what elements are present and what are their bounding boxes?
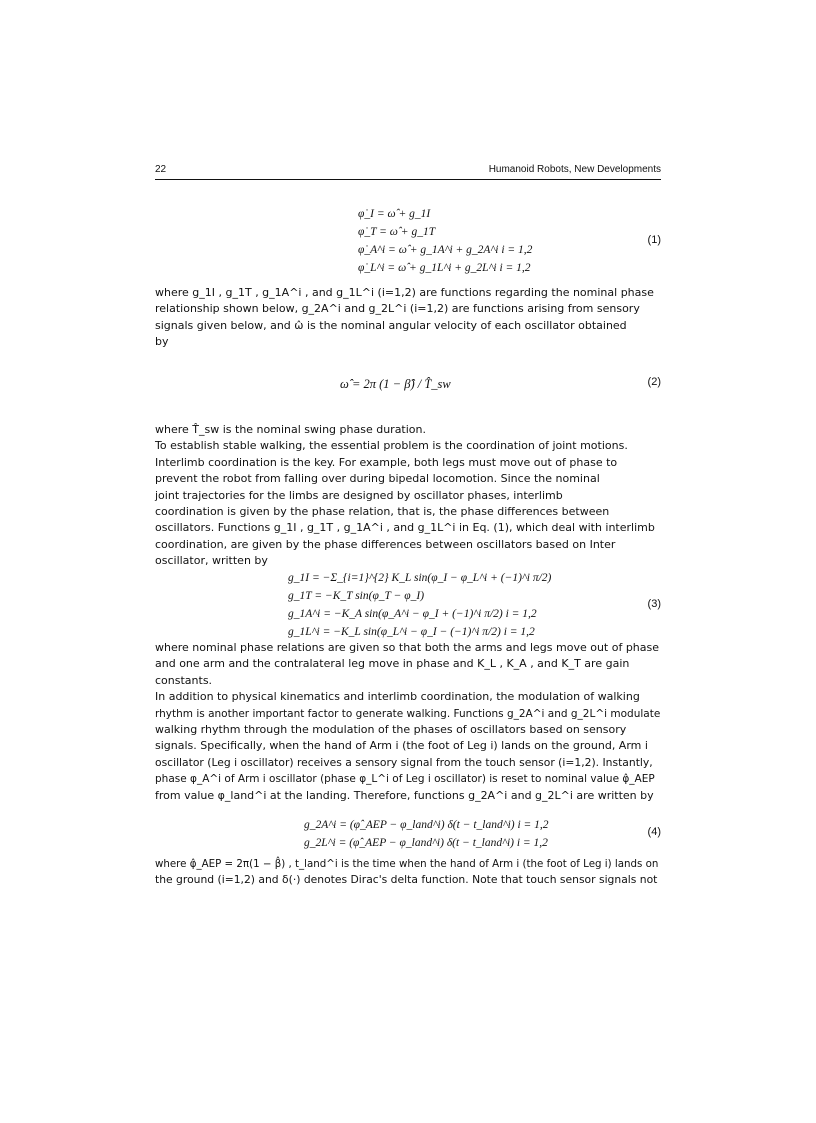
text-line: constants. xyxy=(155,673,213,687)
equation-line: g_1A^i = −K_A sin(φ_A^i − φ_I + (−1)^i π/2) i = 1,2 xyxy=(288,608,537,620)
text-line: oscillator, written by xyxy=(155,554,268,568)
equation-line: φ̇_I = ω̂ + g_1I xyxy=(358,208,431,220)
equation-line: φ̇_L^i = ω̂ + g_1L^i + g_2L^i i = 1,2 xyxy=(358,262,531,274)
equation-line: g_2L^i = (φ̂_AEP − φ_land^i) δ(t − t_land^i) i = 1,2 xyxy=(304,837,548,849)
text-line: and one arm and the contralateral leg move in phase and K_L , K_A , and K_T are gain xyxy=(155,657,630,671)
text-line: Interlimb coordination is the key. For example, both legs must move out of phase to xyxy=(155,455,618,469)
equation-line: g_1L^i = −K_L sin(φ_L^i − φ_I − (−1)^i π/2) i = 1,2 xyxy=(288,626,535,638)
paragraph-1 xyxy=(155,285,661,351)
text-line: rhythm is another important factor to generate walking. Functions g_2A^i and g_2L^i modulate xyxy=(155,707,661,720)
text-line: coordination, are given by the phase differences between oscillators based on Inter xyxy=(155,537,616,551)
text-line: coordination is given by the phase relation, that is, the phase differences between xyxy=(155,505,610,519)
text-line: signals given below, and ω̂ is the nominal angular velocity of each oscillator obtained xyxy=(155,318,627,332)
text-line: signals. Specifically, when the hand of Arm i (the foot of Leg i) lands on the ground, Arm i xyxy=(155,739,648,753)
text-line: where g_1I , g_1T , g_1A^i , and g_1L^i (i=1,2) are functions regarding the nominal phase xyxy=(155,286,654,299)
text-line: by xyxy=(155,335,169,349)
paragraph-3 xyxy=(155,640,661,804)
paragraph-2 xyxy=(155,422,661,570)
equation-number: (1) xyxy=(647,234,661,246)
equation-line: g_2A^i = (φ̂_AEP − φ_land^i) δ(t − t_land^i) i = 1,2 xyxy=(304,819,549,831)
text-line: oscillators. Functions g_1I , g_1T , g_1A^i , and g_1L^i in Eq. (1), which deal with interlimb xyxy=(155,521,655,535)
text-line: from value φ_land^i at the landing. Therefore, functions g_2A^i and g_2L^i are written by xyxy=(155,788,654,802)
equation-number: (3) xyxy=(647,598,661,610)
equation-number: (2) xyxy=(647,376,661,388)
equation-line: ω̂ = 2π (1 − β̂) / T̂_sw xyxy=(340,377,451,391)
text-line: joint trajectories for the limbs are designed by oscillator phases, interlimb xyxy=(155,488,563,502)
header-rule xyxy=(155,179,661,180)
text-line: oscillator (Leg i oscillator) receives a sensory signal from the touch sensor (i=1,2). Instantly, xyxy=(155,755,653,769)
equation-2 xyxy=(340,375,451,393)
equation-3 xyxy=(288,569,551,641)
running-title: Humanoid Robots, New Developments xyxy=(488,164,661,175)
text-line: prevent the robot from falling over during bipedal locomotion. Since the nominal xyxy=(155,472,600,486)
text-line: where T̂_sw is the nominal swing phase duration. xyxy=(155,423,427,436)
text-line: In addition to physical kinematics and interlimb coordination, the modulation of walking xyxy=(155,690,640,704)
equation-line: g_1T = −K_T sin(φ_T − φ_I) xyxy=(288,590,425,602)
equation-1 xyxy=(358,205,532,277)
page-header xyxy=(155,164,661,178)
page-number: 22 xyxy=(155,164,167,175)
text-line: the ground (i=1,2) and δ(·) denotes Dirac's delta function. Note that touch sensor signals not xyxy=(155,873,658,887)
equation-number: (4) xyxy=(647,826,661,838)
equation-line: φ̇_T = ω̂ + g_1T xyxy=(358,226,436,238)
text-line: walking rhythm through the modulation of the phases of oscillators based on sensory xyxy=(155,723,627,737)
equation-line: φ̇_A^i = ω̂ + g_1A^i + g_2A^i i = 1,2 xyxy=(358,244,533,256)
paragraph-4 xyxy=(155,856,661,889)
equation-4 xyxy=(304,816,549,852)
text-line: relationship shown below, g_2A^i and g_2L^i (i=1,2) are functions arising from sensory xyxy=(155,302,640,316)
equation-line: g_1I = −Σ_{i=1}^{2} K_L sin(φ_I − φ_L^i + (−1)^i π/2) xyxy=(288,572,552,584)
text-line: phase φ_A^i of Arm i oscillator (phase φ_L^i of Leg i oscillator) is reset to nominal value φ̂_AEP xyxy=(155,773,655,786)
text-line: where φ̂_AEP = 2π(1 − β̂) , t_land^i is the time when the hand of Arm i (the foot of Leg i) lands on xyxy=(155,858,659,870)
text-line: To establish stable walking, the essential problem is the coordination of joint motions. xyxy=(155,439,628,453)
text-line: where nominal phase relations are given so that both the arms and legs move out of phase xyxy=(155,641,660,654)
